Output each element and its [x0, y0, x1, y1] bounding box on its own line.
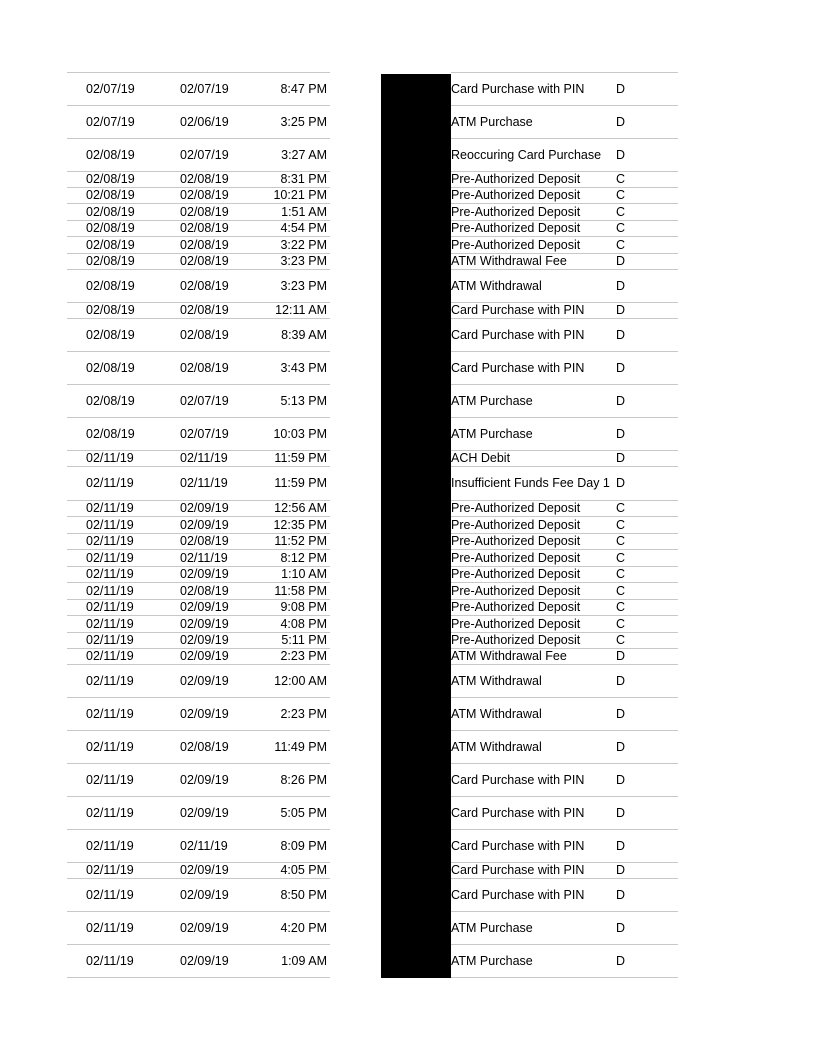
posted-date: 02/08/19	[86, 303, 135, 317]
transaction-type: C	[616, 221, 626, 235]
transaction-type: C	[616, 204, 626, 219]
transaction-time: 5:11 PM	[281, 633, 327, 647]
transaction-type: C	[616, 534, 626, 548]
transaction-date: 02/08/19	[180, 583, 229, 598]
transaction-description: Pre-Authorized Deposit	[451, 550, 581, 565]
posted-date: 02/11/19	[86, 583, 134, 598]
transaction-description: Card Purchase with PIN	[451, 81, 585, 96]
transaction-description: Card Purchase with PIN	[451, 887, 585, 902]
posted-date: 02/08/19	[86, 254, 135, 268]
posted-date: 02/08/19	[86, 221, 135, 235]
transaction-date: 02/07/19	[180, 147, 229, 162]
transaction-type: D	[616, 303, 626, 317]
transaction-type: D	[616, 360, 626, 375]
row-divider	[451, 977, 678, 978]
transaction-type: C	[616, 567, 626, 581]
transaction-time: 8:47 PM	[280, 81, 327, 96]
transaction-type: D	[616, 649, 626, 663]
transaction-type: D	[616, 887, 626, 902]
transaction-date: 02/08/19	[180, 188, 229, 202]
transaction-description: Pre-Authorized Deposit	[451, 600, 581, 614]
transaction-type: D	[616, 863, 626, 877]
transaction-type: D	[616, 426, 626, 441]
transaction-description: Pre-Authorized Deposit	[451, 534, 581, 548]
transaction-time: 11:52 PM	[274, 534, 327, 548]
transaction-date: 02/09/19	[180, 501, 229, 515]
transaction-date: 02/08/19	[180, 278, 229, 293]
transaction-time: 8:09 PM	[280, 838, 327, 853]
transaction-description: Pre-Authorized Deposit	[451, 567, 581, 581]
transaction-description: ATM Purchase	[451, 953, 533, 968]
transaction-type: D	[616, 147, 626, 162]
transaction-time: 11:58 PM	[274, 583, 327, 598]
row-divider	[67, 977, 330, 978]
transaction-type: C	[616, 501, 626, 515]
transaction-description: ATM Purchase	[451, 393, 533, 408]
transaction-time: 3:23 PM	[280, 278, 327, 293]
transaction-date: 02/09/19	[180, 706, 229, 721]
transaction-date: 02/11/19	[180, 451, 228, 465]
transaction-time: 11:59 PM	[274, 476, 327, 490]
posted-date: 02/11/19	[86, 920, 134, 935]
transaction-time: 3:25 PM	[280, 114, 327, 129]
transaction-description: ACH Debit	[451, 451, 511, 465]
transaction-time: 4:20 PM	[280, 920, 327, 935]
transaction-date: 02/11/19	[180, 550, 228, 565]
posted-date: 02/08/19	[86, 204, 135, 219]
transaction-type: D	[616, 278, 626, 293]
transaction-time: 5:13 PM	[280, 393, 327, 408]
transaction-date: 02/08/19	[180, 254, 229, 268]
posted-date: 02/11/19	[86, 534, 134, 548]
transaction-description: Reoccuring Card Purchase	[451, 147, 602, 162]
transaction-description: Pre-Authorized Deposit	[451, 221, 581, 235]
transaction-date: 02/08/19	[180, 204, 229, 219]
transaction-description: Pre-Authorized Deposit	[451, 188, 581, 202]
transaction-time: 12:11 AM	[275, 303, 327, 317]
transaction-description: ATM Purchase	[451, 426, 533, 441]
transaction-type: D	[616, 81, 626, 96]
transaction-date: 02/09/19	[180, 953, 229, 968]
transaction-date: 02/09/19	[180, 649, 229, 663]
transaction-date: 02/09/19	[180, 517, 229, 532]
posted-date: 02/11/19	[86, 616, 134, 631]
transaction-type: D	[616, 451, 626, 465]
transaction-time: 8:26 PM	[280, 772, 327, 787]
transaction-time: 1:51 AM	[281, 204, 327, 219]
transaction-date: 02/07/19	[180, 426, 229, 441]
transaction-date: 02/08/19	[180, 739, 229, 754]
transaction-type: C	[616, 550, 626, 565]
transaction-time: 9:08 PM	[280, 600, 327, 614]
posted-date: 02/11/19	[86, 706, 134, 721]
posted-date: 02/11/19	[86, 501, 134, 515]
transaction-date: 02/08/19	[180, 303, 229, 317]
transaction-time: 4:54 PM	[280, 221, 327, 235]
transaction-date: 02/09/19	[180, 567, 229, 581]
transaction-type: C	[616, 517, 626, 532]
transaction-type: D	[616, 805, 626, 820]
transaction-time: 10:03 PM	[273, 426, 327, 441]
transaction-description: ATM Withdrawal Fee	[451, 254, 567, 268]
transaction-description: ATM Purchase	[451, 114, 533, 129]
transaction-date: 02/08/19	[180, 237, 229, 252]
posted-date: 02/11/19	[86, 567, 134, 581]
transaction-type: D	[616, 739, 626, 754]
transaction-type: C	[616, 188, 626, 202]
transaction-type: D	[616, 838, 626, 853]
transaction-date: 02/09/19	[180, 633, 229, 647]
transaction-description: Pre-Authorized Deposit	[451, 237, 581, 252]
transaction-description: ATM Withdrawal	[451, 673, 542, 688]
transaction-description: Pre-Authorized Deposit	[451, 633, 581, 647]
transaction-type: C	[616, 616, 626, 631]
transaction-type: D	[616, 772, 626, 787]
posted-date: 02/08/19	[86, 237, 135, 252]
transaction-type: C	[616, 600, 626, 614]
transaction-type: D	[616, 393, 626, 408]
transaction-date: 02/06/19	[180, 114, 229, 129]
transaction-time: 3:23 PM	[280, 254, 327, 268]
transaction-type: C	[616, 583, 626, 598]
transaction-description: ATM Purchase	[451, 920, 533, 935]
transaction-time: 8:39 AM	[281, 327, 327, 342]
transaction-type: D	[616, 706, 626, 721]
transaction-date: 02/08/19	[180, 172, 229, 186]
transaction-type: C	[616, 633, 626, 647]
transaction-type: D	[616, 953, 626, 968]
transaction-time: 4:05 PM	[280, 863, 327, 877]
posted-date: 02/11/19	[86, 863, 134, 877]
transaction-description: Card Purchase with PIN	[451, 772, 585, 787]
transaction-description: Pre-Authorized Deposit	[451, 517, 581, 532]
transaction-type: D	[616, 673, 626, 688]
transaction-date: 02/09/19	[180, 805, 229, 820]
transaction-type: D	[616, 476, 626, 490]
transaction-time: 12:56 AM	[274, 501, 327, 515]
transaction-description: Card Purchase with PIN	[451, 327, 585, 342]
transaction-type: D	[616, 114, 626, 129]
transaction-date: 02/09/19	[180, 887, 229, 902]
transaction-date: 02/09/19	[180, 616, 229, 631]
posted-date: 02/11/19	[86, 476, 134, 490]
transaction-date: 02/07/19	[180, 393, 229, 408]
posted-date: 02/11/19	[86, 649, 134, 663]
transaction-time: 8:50 PM	[280, 887, 327, 902]
transaction-date: 02/08/19	[180, 360, 229, 375]
posted-date: 02/11/19	[86, 550, 134, 565]
transaction-description: ATM Withdrawal Fee	[451, 649, 567, 663]
posted-date: 02/11/19	[86, 600, 134, 614]
transaction-date: 02/09/19	[180, 772, 229, 787]
posted-date: 02/11/19	[86, 633, 134, 647]
transaction-description: Card Purchase with PIN	[451, 838, 585, 853]
posted-date: 02/11/19	[86, 772, 134, 787]
transaction-time: 10:21 PM	[273, 188, 327, 202]
transaction-time: 2:23 PM	[280, 706, 327, 721]
posted-date: 02/11/19	[86, 887, 134, 902]
transaction-description: ATM Withdrawal	[451, 706, 542, 721]
transaction-date: 02/09/19	[180, 863, 229, 877]
transaction-description: Pre-Authorized Deposit	[451, 616, 581, 631]
transaction-date: 02/09/19	[180, 600, 229, 614]
transaction-time: 3:22 PM	[280, 237, 327, 252]
transaction-description: ATM Withdrawal	[451, 278, 542, 293]
transaction-time: 11:59 PM	[274, 451, 327, 465]
transaction-description: Card Purchase with PIN	[451, 805, 585, 820]
redaction-bar	[381, 74, 451, 978]
transaction-type: C	[616, 172, 626, 186]
transaction-date: 02/08/19	[180, 327, 229, 342]
posted-date: 02/08/19	[86, 327, 135, 342]
transaction-date: 02/07/19	[180, 81, 229, 96]
posted-date: 02/08/19	[86, 360, 135, 375]
transaction-description: Pre-Authorized Deposit	[451, 172, 581, 186]
posted-date: 02/07/19	[86, 81, 135, 96]
transaction-time: 12:35 PM	[273, 517, 327, 532]
posted-date: 02/11/19	[86, 451, 134, 465]
transaction-time: 4:08 PM	[280, 616, 327, 631]
transaction-time: 3:27 AM	[281, 147, 327, 162]
transaction-time: 8:12 PM	[280, 550, 327, 565]
transaction-type: D	[616, 327, 626, 342]
posted-date: 02/11/19	[86, 673, 134, 688]
transaction-time: 12:00 AM	[274, 673, 327, 688]
transaction-date: 02/08/19	[180, 221, 229, 235]
transaction-time: 5:05 PM	[280, 805, 327, 820]
posted-date: 02/11/19	[86, 739, 134, 754]
transaction-description: Pre-Authorized Deposit	[451, 204, 581, 219]
transaction-time: 1:10 AM	[281, 567, 327, 581]
transaction-date: 02/08/19	[180, 534, 229, 548]
transaction-description: Pre-Authorized Deposit	[451, 501, 581, 515]
transaction-description: Insufficient Funds Fee Day 1	[451, 476, 610, 490]
transaction-time: 2:23 PM	[280, 649, 327, 663]
transaction-time: 11:49 PM	[274, 739, 327, 754]
transaction-type: D	[616, 920, 626, 935]
posted-date: 02/08/19	[86, 426, 135, 441]
transaction-type: C	[616, 237, 626, 252]
transaction-time: 8:31 PM	[280, 172, 327, 186]
transaction-date: 02/09/19	[180, 673, 229, 688]
transaction-date: 02/09/19	[180, 920, 229, 935]
posted-date: 02/08/19	[86, 147, 135, 162]
posted-date: 02/11/19	[86, 805, 134, 820]
posted-date: 02/08/19	[86, 393, 135, 408]
posted-date: 02/08/19	[86, 188, 135, 202]
posted-date: 02/08/19	[86, 172, 135, 186]
posted-date: 02/11/19	[86, 838, 134, 853]
transaction-type: D	[616, 254, 626, 268]
transaction-description: Card Purchase with PIN	[451, 360, 585, 375]
posted-date: 02/11/19	[86, 953, 134, 968]
transaction-description: Card Purchase with PIN	[451, 303, 585, 317]
transaction-description: Card Purchase with PIN	[451, 863, 585, 877]
posted-date: 02/07/19	[86, 114, 135, 129]
transaction-time: 3:43 PM	[280, 360, 327, 375]
transaction-time: 1:09 AM	[281, 953, 327, 968]
posted-date: 02/08/19	[86, 278, 135, 293]
transaction-date: 02/11/19	[180, 476, 228, 490]
posted-date: 02/11/19	[86, 517, 134, 532]
transaction-description: ATM Withdrawal	[451, 739, 542, 754]
transaction-date: 02/11/19	[180, 838, 228, 853]
transaction-description: Pre-Authorized Deposit	[451, 583, 581, 598]
